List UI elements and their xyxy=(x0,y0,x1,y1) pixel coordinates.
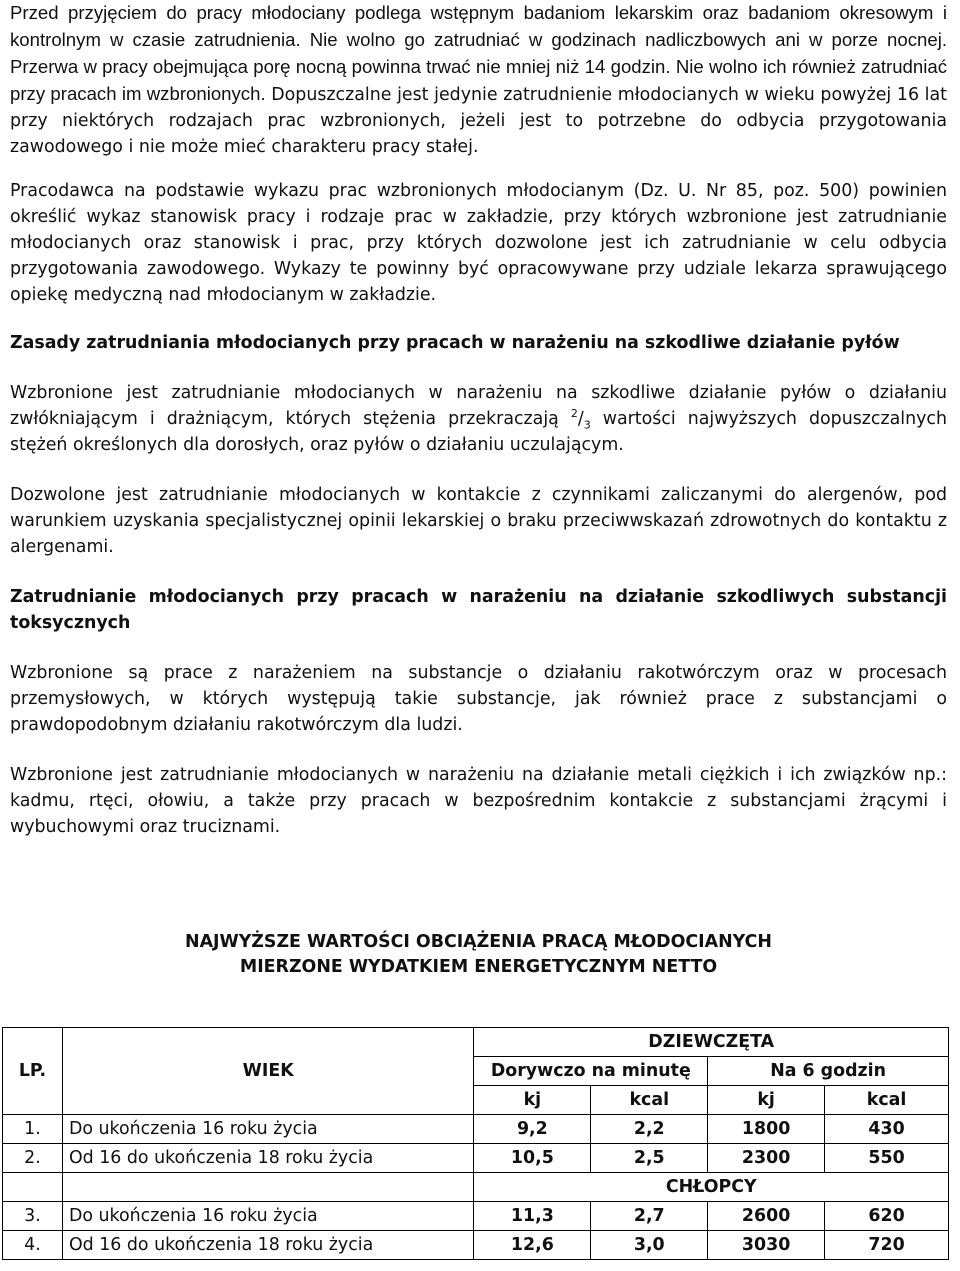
cell-value: 2,7 xyxy=(591,1202,708,1231)
cell-lp: 4. xyxy=(3,1231,63,1260)
table-title-line-1: NAJWYŻSZE WARTOŚCI OBCIĄŻENIA PRACĄ MŁODOCIANYCH xyxy=(185,932,772,952)
cell-value: 2,5 xyxy=(591,1144,708,1173)
header-unit-kcal-1: kcal xyxy=(591,1086,708,1115)
pyly-paragraph-1-a: Wzbronione jest zatrudnianie młodocianych w narażeniu na szkodliwe działanie pyłów o działaniu zwłókniającym i drażniącym, których stężenia przekraczają xyxy=(10,383,947,429)
cell-wiek: Do ukończenia 16 roku życia xyxy=(62,1202,473,1231)
pyly-paragraph-1 xyxy=(10,380,947,458)
intro-paragraph-2: Pracodawca na podstawie wykazu prac wzbronionych młodocianym (Dz. U. Nr 85, poz. 500) powinien określić wykaz stanowisk pracy i rodzaje prac w zakładzie, przy których wzbronione jest zatrudnianie młodocianych oraz stanowisk i prac, przy których dozwolone jest ich zatrudnianie w celu odbycia przygotowania zawodowego. Wykazy te powinny być opracowywane przy udziale lekarza sprawującego opiekę medyczną nad młodocianym w zakładzie. xyxy=(10,181,947,305)
cell-lp: 3. xyxy=(3,1202,63,1231)
table-row xyxy=(3,1231,949,1260)
energy-table xyxy=(2,1027,949,1260)
cell-wiek: Od 16 do ukończenia 18 roku życia xyxy=(62,1231,473,1260)
cell-value: 2,2 xyxy=(591,1115,708,1144)
table-row xyxy=(3,1202,949,1231)
fraction-two-thirds: $^2/_3$ xyxy=(570,407,591,432)
header-unit-kcal-2: kcal xyxy=(825,1086,949,1115)
header-wiek: WIEK xyxy=(62,1028,473,1115)
cell-value: 12,6 xyxy=(474,1231,591,1260)
table-row xyxy=(3,1115,949,1144)
header-unit-kj-2: kj xyxy=(708,1086,825,1115)
intro-paragraph-1-arial: Przed przyjęciem do pracy młodociany podlega wstępnym badaniom lekarskim oraz badaniom okresowym i kontrolnym w czasie zatrudnienia. Nie wolno go zatrudniać w godzinach nadliczbowych ani w porze nocnej. Przerwa w pracy obejmująca porę nocną powinna trwać nie mniej niż 14 godzin. Nie wolno ich również zatrudniać przy pracach im wzbronionych. xyxy=(10,2,947,104)
heading-pyly: Zasady zatrudniania młodocianych przy pracach w narażeniu na szkodliwe działanie pyłów xyxy=(10,333,900,353)
header-per-6h: Na 6 godzin xyxy=(708,1057,949,1086)
cell-wiek: Od 16 do ukończenia 18 roku życia xyxy=(62,1144,473,1173)
cell-value: 2300 xyxy=(708,1144,825,1173)
cell-value: 620 xyxy=(825,1202,949,1231)
table-row xyxy=(3,1144,949,1173)
header-per-minute: Dorywczo na minutę xyxy=(474,1057,708,1086)
cell-value: 720 xyxy=(825,1231,949,1260)
table-title-line-2: MIERZONE WYDATKIEM ENERGETYCZNYM NETTO xyxy=(239,957,718,977)
pyly-paragraph-1-b: wartości najwyższych dopuszczalnych stężeń określonych dla dorosłych, oraz pyłów o działaniu uczulającym. xyxy=(10,409,947,455)
intro-paragraph-1 xyxy=(10,0,947,160)
cell-value: 550 xyxy=(825,1144,949,1173)
toksyczne-paragraph-2: Wzbronione jest zatrudnianie młodocianych w narażeniu na działanie metali ciężkich i ich związków np.: kadmu, rtęci, ołowiu, a także przy pracach w bezpośrednim kontakcie z substancjami żrącymi i wybuchowymi oraz truciznami. xyxy=(10,765,947,837)
cell-value: 9,2 xyxy=(474,1115,591,1144)
cell-lp: 1. xyxy=(3,1115,63,1144)
pyly-paragraph-2: Dozwolone jest zatrudnianie młodocianych w kontakcie z czynnikami zaliczanymi do alergenów, pod warunkiem uzyskania specjalistycznej opinii lekarskiej o braku przeciwwskazań zdrowotnych do kontaktu z alergenami. xyxy=(10,485,947,557)
cell-value: 10,5 xyxy=(474,1144,591,1173)
table-header-row-1 xyxy=(3,1028,949,1057)
fraction-numerator: 2 xyxy=(570,407,578,421)
cell-empty xyxy=(3,1173,63,1202)
cell-value: 3,0 xyxy=(591,1231,708,1260)
cell-empty xyxy=(62,1173,473,1202)
header-lp: LP. xyxy=(3,1028,63,1115)
heading-toksyczne: Zatrudnianie młodocianych przy pracach w narażeniu na działanie szkodliwych substancji toksycznych xyxy=(10,587,947,633)
table-group-row-boys xyxy=(3,1173,949,1202)
header-girls: DZIEWCZĘTA xyxy=(474,1028,949,1057)
cell-wiek: Do ukończenia 16 roku życia xyxy=(62,1115,473,1144)
cell-value: 11,3 xyxy=(474,1202,591,1231)
cell-lp: 2. xyxy=(3,1144,63,1173)
header-unit-kj-1: kj xyxy=(474,1086,591,1115)
cell-value: 430 xyxy=(825,1115,949,1144)
table-title xyxy=(10,930,947,980)
cell-value: 1800 xyxy=(708,1115,825,1144)
fraction-denominator: 3 xyxy=(583,418,591,432)
intro-paragraph-1-rest: Dopuszczalne jest jedynie zatrudnienie młodocianych w wieku powyżej 16 lat przy niektórych rodzajach prac wzbronionych, jeżeli jest to potrzebne do odbycia przygotowania zawodowego i nie może mieć charakteru pracy stałej. xyxy=(10,85,947,157)
cell-value: 3030 xyxy=(708,1231,825,1260)
cell-value: 2600 xyxy=(708,1202,825,1231)
document-page xyxy=(10,0,947,980)
toksyczne-paragraph-1: Wzbronione są prace z narażeniem na substancje o działaniu rakotwórczym oraz w procesach przemysłowych, w których występują takie substancje, jak również prace z substancjami o prawdopodobnym działaniu rakotwórczym dla ludzi. xyxy=(10,663,947,735)
header-boys: CHŁOPCY xyxy=(474,1173,949,1202)
